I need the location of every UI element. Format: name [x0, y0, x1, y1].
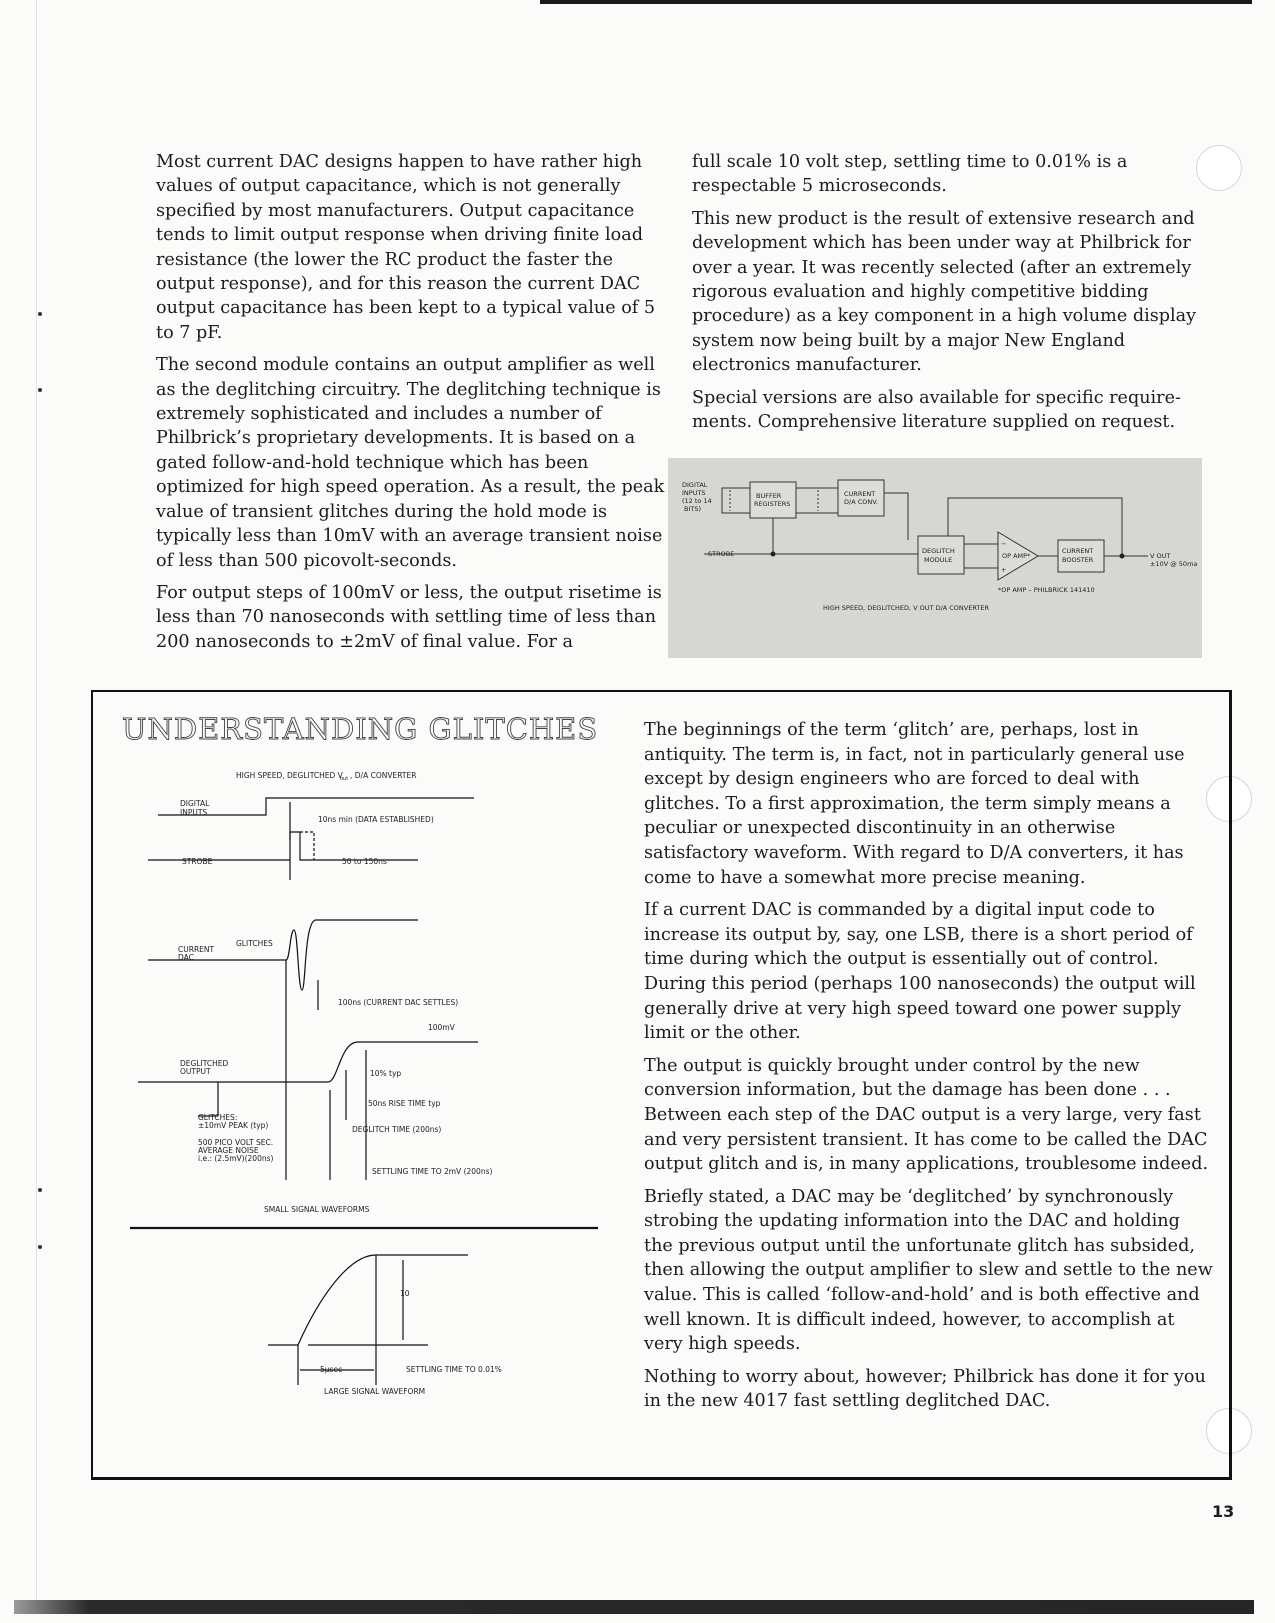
sidebar-heading: UNDERSTANDING GLITCHES	[122, 712, 599, 746]
margin-mark	[38, 388, 42, 392]
svg-text:±10mV PEAK (typ): ±10mV PEAK (typ)	[198, 1121, 269, 1130]
svg-text:100ns (CURRENT DAC SETTLES): 100ns (CURRENT DAC SETTLES)	[338, 998, 459, 1007]
timing-title: HIGH SPEED, DEGLITCHED V	[236, 771, 343, 780]
label-current-da: CURRENT	[844, 490, 876, 498]
paragraph: full scale 10 volt step, settling time to 0.01% is a respectable 5 microseconds.	[692, 152, 1128, 197]
paragraph: Nothing to worry about, however; Philbrick has done it for you in the new 4017 fast settling deglitched DAC.	[644, 1366, 1206, 1412]
label-booster: CURRENT	[1062, 547, 1094, 555]
top-rule	[540, 0, 1252, 4]
paragraph: If a current DAC is commanded by a digital input code to increase its output by, say, one LSB, there is a short period of time during which the output is essentially out of control. During this period (perhaps 100 nanoseconds) the output will generally drive at very high speed toward one power supply limit or the other.	[644, 900, 1196, 1044]
label-vout: V OUT	[1150, 552, 1171, 560]
svg-text:(12 to 14: (12 to 14	[682, 497, 712, 505]
paragraph: This new product is the result of extensive research and development which has been under way at Philbrick for over a year. It was recently selected (after an extremely rigorous evaluation and highly competitive bidding procedure) as a key component in a high volume display system now being built by a major New England electronics manufacturer.	[692, 208, 1197, 376]
paragraph: The second module contains an output amplifier as well as the deglitching circuitry. The deglitching technique is extremely sophisticated and includes a number of Philbrick’s proprietary developments. It is based on a gated follow-and-hold technique which has been optimized for high speed operation. As a result, the peak value of transient glitches during the hold mode is typically less than 10mV with an average transient noise of less than 500 picovolt-seconds.	[156, 355, 665, 571]
svg-text:DEGLITCHED: DEGLITCHED	[180, 1059, 229, 1068]
svg-text:10: 10	[400, 1289, 410, 1298]
paragraph: Briefly stated, a DAC may be ‘deglitched’ by synchronously strobing the updating information into the DAC and holding the previous output until the unfortunate glitch has subsided, then allowing the output amplifier to slew and settle to the new value. This is called ‘follow-and-hold’ and is both effective and well known. It is difficult indeed, however, to accomplish at very high speeds.	[644, 1186, 1213, 1355]
svg-text:DIGITAL: DIGITAL	[180, 799, 210, 808]
timing-diagram	[118, 760, 598, 1460]
svg-text:10ns min (DATA ESTABLISHED): 10ns min (DATA ESTABLISHED)	[318, 815, 434, 824]
paragraph: Special versions are also available for specific require-ments. Comprehensive literature supplied on request.	[692, 387, 1181, 433]
svg-text:BITS): BITS)	[684, 505, 702, 513]
label-deglitch: DEGLITCH	[922, 547, 955, 555]
svg-text:CURRENT: CURRENT	[178, 945, 215, 954]
svg-text:REGISTERS: REGISTERS	[754, 500, 791, 508]
sidebar-text	[644, 718, 1214, 1422]
article-right-column	[692, 150, 1212, 442]
label-strobe: STROBE	[708, 550, 735, 558]
margin-mark	[38, 1188, 42, 1192]
svg-text:INPUTS: INPUTS	[180, 808, 208, 817]
svg-text:STROBE: STROBE	[182, 857, 213, 866]
svg-text:50 to 150ns: 50 to 150ns	[342, 857, 387, 866]
paragraph: Most current DAC designs happen to have rather high values of output capacitance, which is not generally specified by most manufacturers. Output capacitance tends to limit output response when driving finite load resistance (the lower the RC product the faster the output response), and for this reason the current DAC output capacitance has been kept to a typical value of 5 to 7 pF.	[156, 152, 656, 343]
svg-text:i.e.: (2.5mV)(200ns): i.e.: (2.5mV)(200ns)	[198, 1154, 274, 1163]
page-edge	[36, 0, 37, 1600]
svg-text:±10V @ 50ma: ±10V @ 50ma	[1150, 560, 1198, 568]
svg-text:LARGE SIGNAL WAVEFORM: LARGE SIGNAL WAVEFORM	[324, 1387, 426, 1396]
margin-mark	[38, 312, 42, 316]
svg-text:50ns RISE TIME typ: 50ns RISE TIME typ	[368, 1099, 441, 1108]
svg-text:out: out	[340, 776, 349, 782]
svg-text:DEGLITCH TIME (200ns): DEGLITCH TIME (200ns)	[352, 1125, 442, 1134]
svg-text:D/A CONV.: D/A CONV.	[844, 498, 878, 506]
svg-text:500 PICO VOLT SEC.: 500 PICO VOLT SEC.	[198, 1138, 274, 1147]
svg-text:, D/A CONVERTER: , D/A CONVERTER	[350, 771, 417, 780]
svg-text:100mV: 100mV	[428, 1023, 455, 1032]
svg-text:AVERAGE NOISE: AVERAGE NOISE	[198, 1146, 259, 1155]
svg-text:MODULE: MODULE	[924, 556, 953, 564]
svg-text:GLITCHES:: GLITCHES:	[198, 1113, 238, 1122]
paragraph: For output steps of 100mV or less, the output risetime is less than 70 nanoseconds with settling time of less than 200 nanoseconds to ±2mV of final value. For a	[156, 582, 662, 652]
svg-text:−: −	[1001, 540, 1007, 548]
svg-text:DAC: DAC	[178, 953, 194, 962]
paragraph: The beginnings of the term ‘glitch’ are, perhaps, lost in antiquity. The term is, in fact, not in particularly general use except by design engineers who are forced to deal with glitches. To a first approximation, the term simply means a peculiar or unexpected discontinuity in an otherwise satisfactory waveform. With regard to D/A converters, it has come to have a somewhat more precise meaning.	[644, 720, 1185, 888]
label-buffer: BUFFER	[756, 492, 782, 500]
article-left-column	[156, 150, 666, 662]
block-diagram-figure	[668, 458, 1202, 658]
figure-caption: HIGH SPEED, DEGLITCHED, V OUT D/A CONVERTER	[823, 604, 989, 612]
svg-text:+: +	[1001, 566, 1007, 574]
svg-text:SETTLING TIME TO 0.01%: SETTLING TIME TO 0.01%	[406, 1365, 502, 1374]
svg-text:SETTLING TIME TO 2mV (200ns): SETTLING TIME TO 2mV (200ns)	[372, 1167, 493, 1176]
svg-text:OUTPUT: OUTPUT	[180, 1067, 211, 1076]
svg-text:GLITCHES: GLITCHES	[236, 939, 273, 948]
svg-text:5μsec: 5μsec	[320, 1365, 343, 1374]
svg-text:10% typ: 10% typ	[370, 1069, 402, 1078]
page-number: 13	[1212, 1502, 1235, 1521]
label-digital-inputs: DIGITAL	[682, 481, 708, 489]
label-op-amp: OP AMP*	[1002, 552, 1031, 560]
block-diagram	[668, 458, 1202, 658]
paragraph: The output is quickly brought under control by the new conversion information, but the damage has been done . . . Between each step of the DAC output is a very large, very fast and very persistent transient. It has come to be called the DAC output glitch and is, in many applications, troublesome indeed.	[644, 1055, 1209, 1175]
footnote: *OP AMP – PHILBRICK 141410	[998, 586, 1095, 594]
svg-text:INPUTS: INPUTS	[682, 489, 706, 497]
svg-text:SMALL SIGNAL WAVEFORMS: SMALL SIGNAL WAVEFORMS	[264, 1205, 370, 1214]
margin-mark	[38, 1245, 42, 1249]
svg-text:BOOSTER: BOOSTER	[1062, 556, 1094, 564]
bottom-bar	[14, 1600, 1254, 1614]
